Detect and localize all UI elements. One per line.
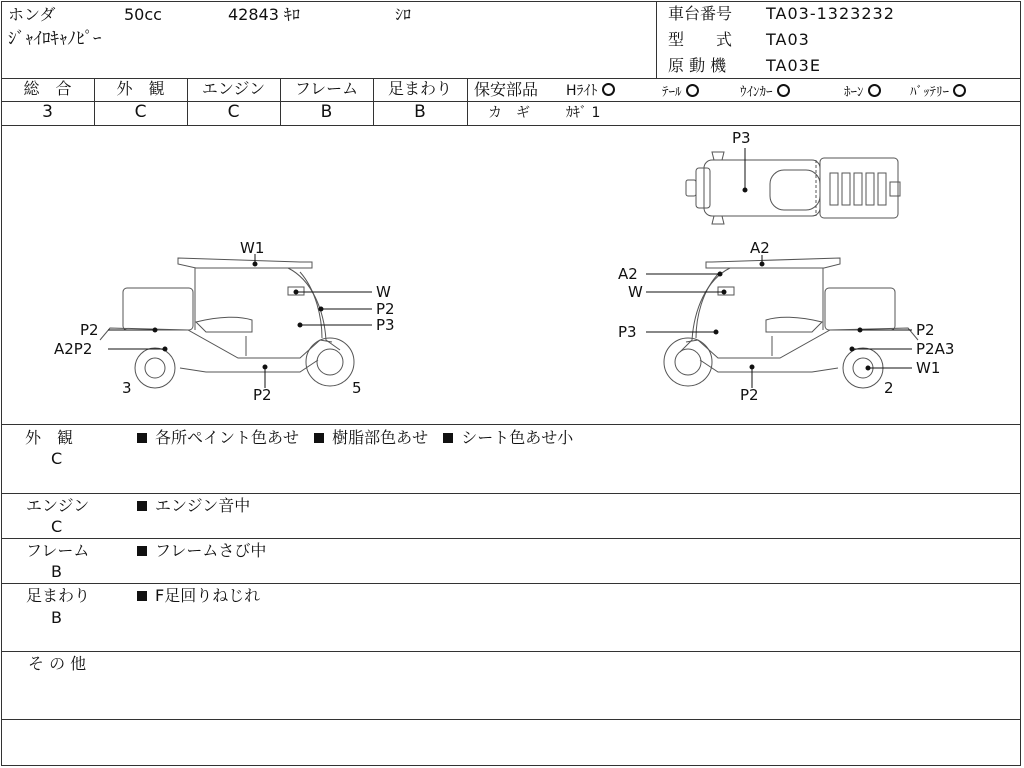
grade-header-frame: フレーム xyxy=(294,79,359,98)
damage-label: P3 xyxy=(618,323,637,341)
damage-label: 2 xyxy=(884,379,894,397)
scooter-top-view xyxy=(686,152,900,224)
damage-label: P2 xyxy=(80,321,99,339)
safety-item-battery: ﾊﾞｯﾃﾘｰ xyxy=(910,84,966,99)
grade-value-engine: C xyxy=(227,102,240,122)
damage-label: W1 xyxy=(916,359,941,377)
bullet-icon xyxy=(137,433,147,443)
detail-title-engine: エンジン xyxy=(26,496,90,515)
grade-value-frame: B xyxy=(320,102,333,122)
detail-grade-suspension: B xyxy=(51,608,62,627)
detail-title-frame: フレーム xyxy=(26,541,90,560)
detail-notes-engine: エンジン音中 xyxy=(137,498,250,514)
safety-item-tail: ﾃｰﾙ xyxy=(662,84,699,99)
engine-label: 原 動 機 xyxy=(668,56,727,75)
damage-label: P2 xyxy=(253,386,272,404)
damage-label: W1 xyxy=(240,239,265,257)
detail-divider xyxy=(1,538,1021,539)
detail-notes-suspension: F足回りねじれ xyxy=(137,588,260,604)
engine-value: TA03E xyxy=(766,56,821,75)
bullet-icon xyxy=(137,501,147,511)
bullet-icon xyxy=(137,591,147,601)
damage-label: P3 xyxy=(732,129,751,147)
damage-label: A2 xyxy=(618,265,638,283)
bullet-icon xyxy=(443,433,453,443)
detail-divider xyxy=(1,651,1021,652)
damage-label: P3 xyxy=(376,316,395,334)
key-value: ｶｷﾞ 1 xyxy=(566,105,601,121)
damage-label: P2 xyxy=(916,321,935,339)
detail-notes-exterior: 各所ペイント色あせ 樹脂部色あせ シート色あせ小 xyxy=(137,430,573,446)
grade-value-overall: 3 xyxy=(42,102,53,122)
detail-title-suspension: 足まわり xyxy=(26,586,91,605)
damage-label: A2 xyxy=(750,239,770,257)
damage-label: 3 xyxy=(122,379,132,397)
maker: ホンダ xyxy=(8,5,56,24)
damage-label: P2 xyxy=(740,386,759,404)
key-label: カ ギ xyxy=(488,105,530,121)
damage-label: P2A3 xyxy=(916,340,955,358)
chassis-label: 車台番号 xyxy=(668,4,733,23)
detail-divider xyxy=(1,583,1021,584)
grade-header-suspension: 足まわり xyxy=(387,79,452,98)
safety-item-horn: ﾎｰﾝ xyxy=(844,84,881,99)
damage-label: P2 xyxy=(376,300,395,318)
scooter-left-view xyxy=(100,258,354,388)
mileage: 42843 ｷﾛ xyxy=(228,5,300,24)
detail-divider xyxy=(1,493,1021,494)
detail-notes-frame: フレームさび中 xyxy=(137,543,266,559)
type-label: 型 式 xyxy=(668,30,733,49)
damage-label: 5 xyxy=(352,379,362,397)
color: ｼﾛ xyxy=(395,5,412,24)
grade-header-engine: エンジン xyxy=(201,79,266,98)
detail-title-other: そ の 他 xyxy=(28,654,87,673)
chassis-value: TA03-1323232 xyxy=(766,4,895,23)
grade-header-exterior: 外 観 xyxy=(116,79,165,98)
detail-grade-exterior: C xyxy=(51,449,63,468)
grade-header-overall: 総 合 xyxy=(23,79,72,98)
damage-label: A2P2 xyxy=(54,340,93,358)
detail-grade-frame: B xyxy=(51,562,62,581)
safety-label: 保安部品 xyxy=(474,80,539,99)
detail-grade-engine: C xyxy=(51,517,63,536)
damage-label: W xyxy=(628,283,643,301)
displacement: 50cc xyxy=(124,5,162,24)
detail-divider xyxy=(1,719,1021,720)
bullet-icon xyxy=(314,433,324,443)
type-value: TA03 xyxy=(766,30,810,49)
detail-title-exterior: 外 観 xyxy=(25,428,74,447)
safety-item-winker: ｳｲﾝｶｰ xyxy=(740,84,790,99)
damage-label: W xyxy=(376,283,391,301)
grade-value-exterior: C xyxy=(134,102,147,122)
grade-value-suspension: B xyxy=(414,102,426,122)
bullet-icon xyxy=(137,546,147,556)
model-name: ｼﾞｬｲﾛｷｬﾉﾋﾟｰ xyxy=(8,29,102,49)
safety-item-headlight: Hﾗｲﾄ xyxy=(566,83,615,98)
